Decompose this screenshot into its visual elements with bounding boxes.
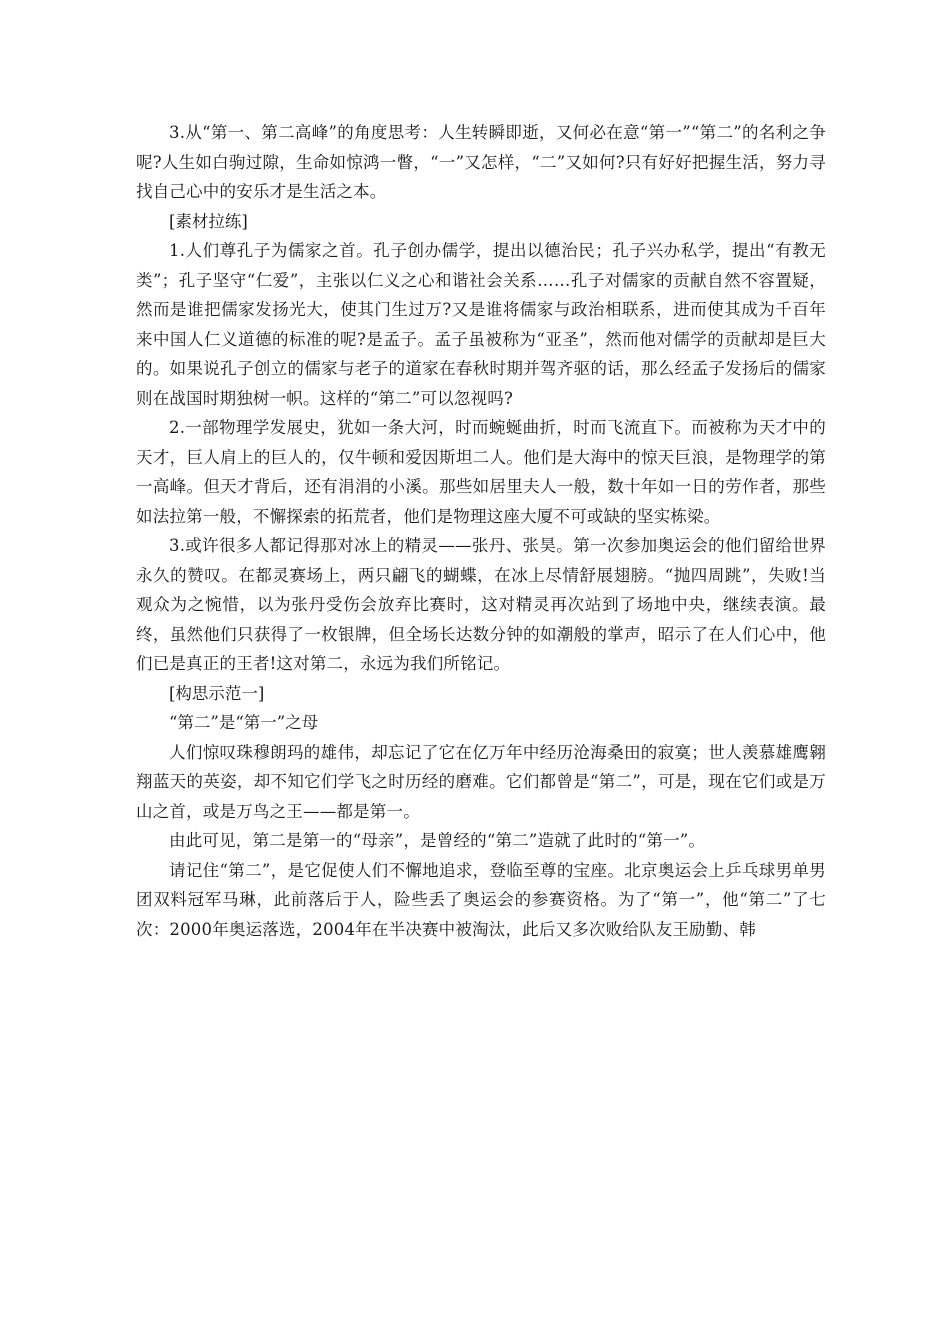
essay-paragraph-2: 由此可见，第二是第一的“母亲”，是曾经的“第二”造就了此时的“第一”。 xyxy=(169,831,706,850)
paragraph-perspective-3: 3.从“第一、第二高峰”的角度思考：人生转瞬即逝，又何必在意“第一”“第二”的名利之争呢?人生如白驹过隙，生命如惊鸿一瞥，“一”又怎样，“二”又如何?只有好好把握生活，努力寻找自己心中的安乐才是生活之本。 xyxy=(136,123,826,201)
essay-paragraph-3: 请记住“第二”，是它促使人们不懈地追求，登临至尊的宝座。北京奥运会上乒乓球男单男团双料冠军马琳，此前落后于人，险些丢了奥运会的参赛资格。为了“第一”，他“第二”了七次：2000年奥运落选，2004年在半决赛中被淘汰，此后又多次败给队友王励勤、韩 xyxy=(136,860,826,939)
essay-paragraph-1: 人们惊叹珠穆朗玛的雄伟，却忘记了它在亿万年中经历沧海桑田的寂寞；世人羡慕雄鹰翱翔蓝天的英姿，却不知它们学飞之时历经的磨难。它们都曾是“第二”，可是，现在它们或是万山之首，或是万鸟之王——都是第一。 xyxy=(136,742,826,821)
material-2-physics: 2.一部物理学发展史，犹如一条大河，时而蜿蜒曲折，时而飞流直下。而被称为天才中的天才，巨人肩上的巨人的，仅牛顿和爱因斯坦二人。他们是大海中的惊天巨浪，是物理学的第一高峰。但天才背后，还有涓涓的小溪。那些如居里夫人一般，数十年如一日的劳作者，那些如法拉第一般，不懈探索的拓荒者，他们是物理这座大厦不可或缺的坚实栋梁。 xyxy=(136,418,826,526)
essay-title: “第二”是“第一”之母 xyxy=(169,713,319,732)
material-1-mencius: 1.人们尊孔子为儒家之首。孔子创办儒学，提出以德治民；孔子兴办私学，提出“有教无类”；孔子坚守“仁爱”，主张以仁义之心和谐社会关系……孔子对儒家的贡献自然不容置疑，然而是谁把儒家发扬光大，使其门生过万?又是谁将儒家与政治相联系，进而使其成为千百年来中国人仁义道德的标准的呢?是孟子。孟子虽被称为“亚圣”，然而他对儒学的贡献却是巨大的。如果说孔子创立的儒家与老子的道家在春秋时期并驾齐驱的话，那么经孟子发扬后的儒家则在战国时期独树一帜。这样的“第二”可以忽视吗? xyxy=(136,241,826,408)
material-3-skating: 3.或许很多人都记得那对冰上的精灵——张丹、张昊。第一次参加奥运会的他们留给世界永久的赞叹。在都灵赛场上，两只翩飞的蝴蝶，在冰上尽情舒展翅膀。“抛四周跳”，失败!当观众为之惋惜，以为张丹受伤会放弃比赛时，这对精灵再次站到了场地中央，继续表演。最终，虽然他们只获得了一枚银牌，但全场长达数分钟的如潮般的掌声，昭示了在人们心中，他们已是真正的王者!这对第二，永远为我们所铭记。 xyxy=(136,536,826,673)
section-heading-sample: [构思示范一] xyxy=(169,683,265,703)
section-heading-material: [素材拉练] xyxy=(169,211,248,231)
document-page xyxy=(136,118,826,944)
